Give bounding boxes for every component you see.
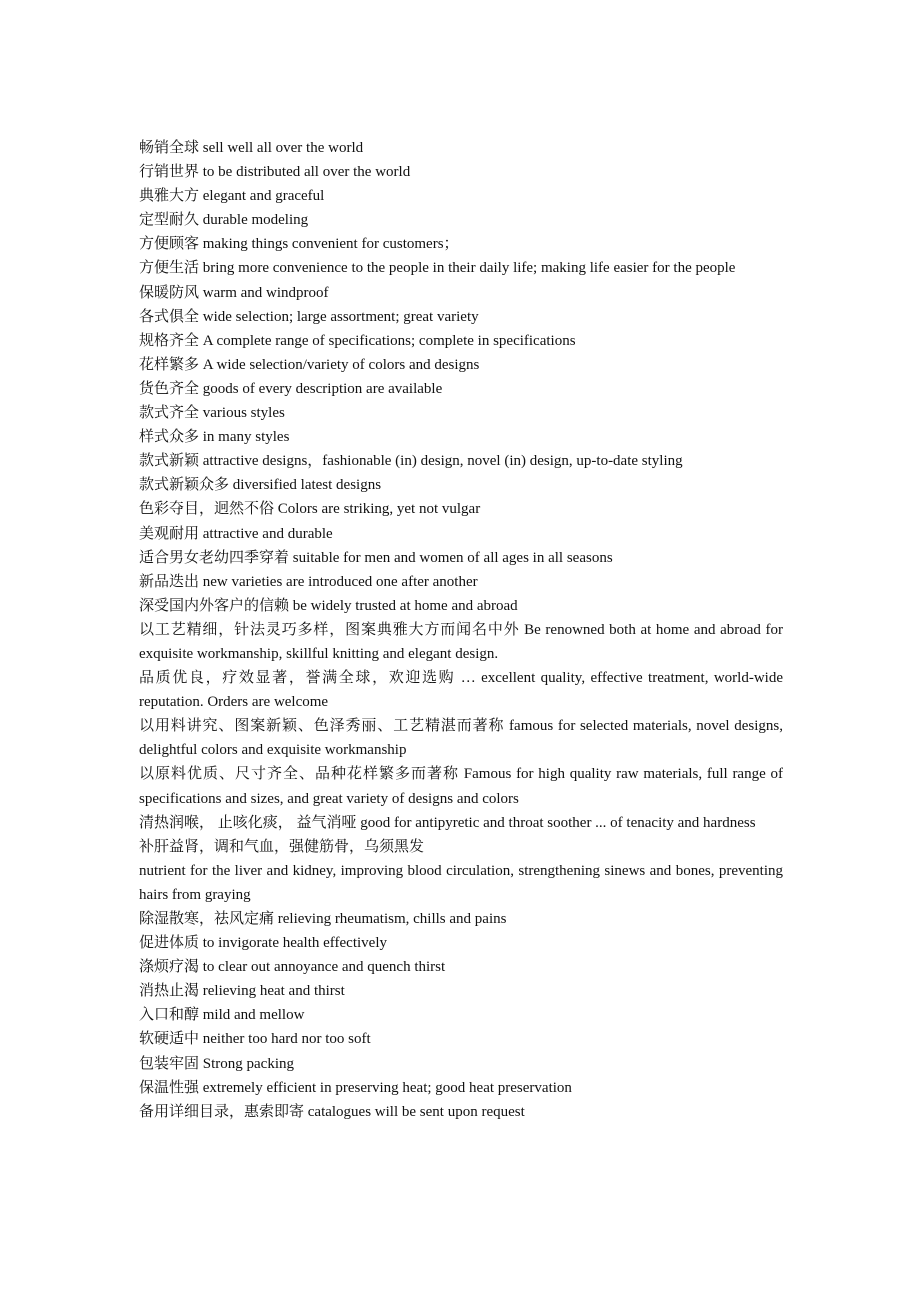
text-line: 补肝益肾，调和气血，强健筋骨，乌须黑发 [139, 838, 425, 855]
text-line: 除湿散寒，祛风定痛 relieving rheumatism, chills and pains [139, 911, 507, 927]
text-line: 样式众多 in many styles [139, 429, 290, 446]
text-line: 行销世界 to be distributed all over the world [139, 164, 411, 181]
text-line: 以工艺精细，针法灵巧多样，图案典雅大方而闻名中外 Be renowned both at home and abroad for exquisite workmanship, skillful knitting and elegant design. [139, 621, 783, 662]
text-line: 备用详细目录，惠索即寄 catalogues will be sent upon request [139, 1103, 525, 1120]
text-line: 典雅大方 elegant and graceful [139, 188, 325, 205]
text-line: 款式齐全 various styles [139, 405, 285, 422]
text-line: nutrient for the liver and kidney, improving blood circulation, strengthening sinews and bones, preventing hairs from graying [139, 862, 783, 903]
text-line: 入口和醇 mild and mellow [139, 1007, 305, 1024]
text-line: 新品迭出 new varieties are introduced one after another [139, 573, 478, 590]
text-line: 款式新颖众多 diversified latest designs [139, 477, 382, 494]
text-line: 款式新颖 attractive designs，fashionable (in) design, novel (in) design, up-to-date styling [139, 453, 683, 470]
text-line: 花样繁多 A wide selection/variety of colors and designs [139, 356, 480, 373]
text-line: 涤烦疗渴 to clear out annoyance and quench thirst [139, 959, 446, 976]
text-line: 深受国内外客户的信赖 be widely trusted at home and abroad [139, 597, 518, 614]
text-line: 保暖防风 warm and windproof [139, 284, 329, 301]
text-line: 畅销全球 sell well all over the world [139, 140, 364, 156]
text-line: 以用料讲究、图案新颖、色泽秀丽、工艺精湛而著称 famous for selected materials, novel designs, delightful colors and exquisite workmanship [139, 718, 783, 759]
text-line: 品质优良，疗效显著，誉满全球，欢迎选购 … excellent quality, effective treatment, world-wide reputation. Orders are welcome [139, 670, 783, 711]
text-line: 色彩夺目，迥然不俗 Colors are striking, yet not vulgar [139, 501, 481, 518]
text-line: 货色齐全 goods of every description are available [139, 380, 443, 397]
text-line: 方便顾客 making things convenient for customers； [139, 236, 459, 253]
text-line: 定型耐久 durable modeling [139, 212, 309, 229]
text-line: 包装牢固 Strong packing [139, 1055, 294, 1072]
text-line: 保温性强 extremely efficient in preserving heat; good heat preservation [139, 1079, 572, 1096]
document-body [139, 136, 783, 1124]
text-line: 消热止渴 relieving heat and thirst [139, 983, 345, 1000]
text-line: 以原料优质、尺寸齐全、品种花样繁多而著称 Famous for high quality raw materials, full range of specifications and sizes, and great variety of designs and colors [139, 766, 783, 807]
text-line: 适合男女老幼四季穿着 suitable for men and women of all ages in all seasons [139, 549, 613, 566]
text-line: 清热润喉， 止咳化痰， 益气消哑 good for antipyretic and throat soother ... of tenacity and hardness [139, 814, 756, 831]
text-line: 美观耐用 attractive and durable [139, 525, 333, 542]
text-line: 方便生活 bring more convenience to the people in their daily life; making life easier for the people [139, 260, 736, 277]
text-line: 软硬适中 neither too hard nor too soft [139, 1031, 371, 1048]
text-line: 各式俱全 wide selection; large assortment; great variety [139, 308, 479, 325]
text-line: 规格齐全 A complete range of specifications; complete in specifications [139, 332, 576, 349]
text-line: 促进体质 to invigorate health effectively [139, 935, 387, 952]
